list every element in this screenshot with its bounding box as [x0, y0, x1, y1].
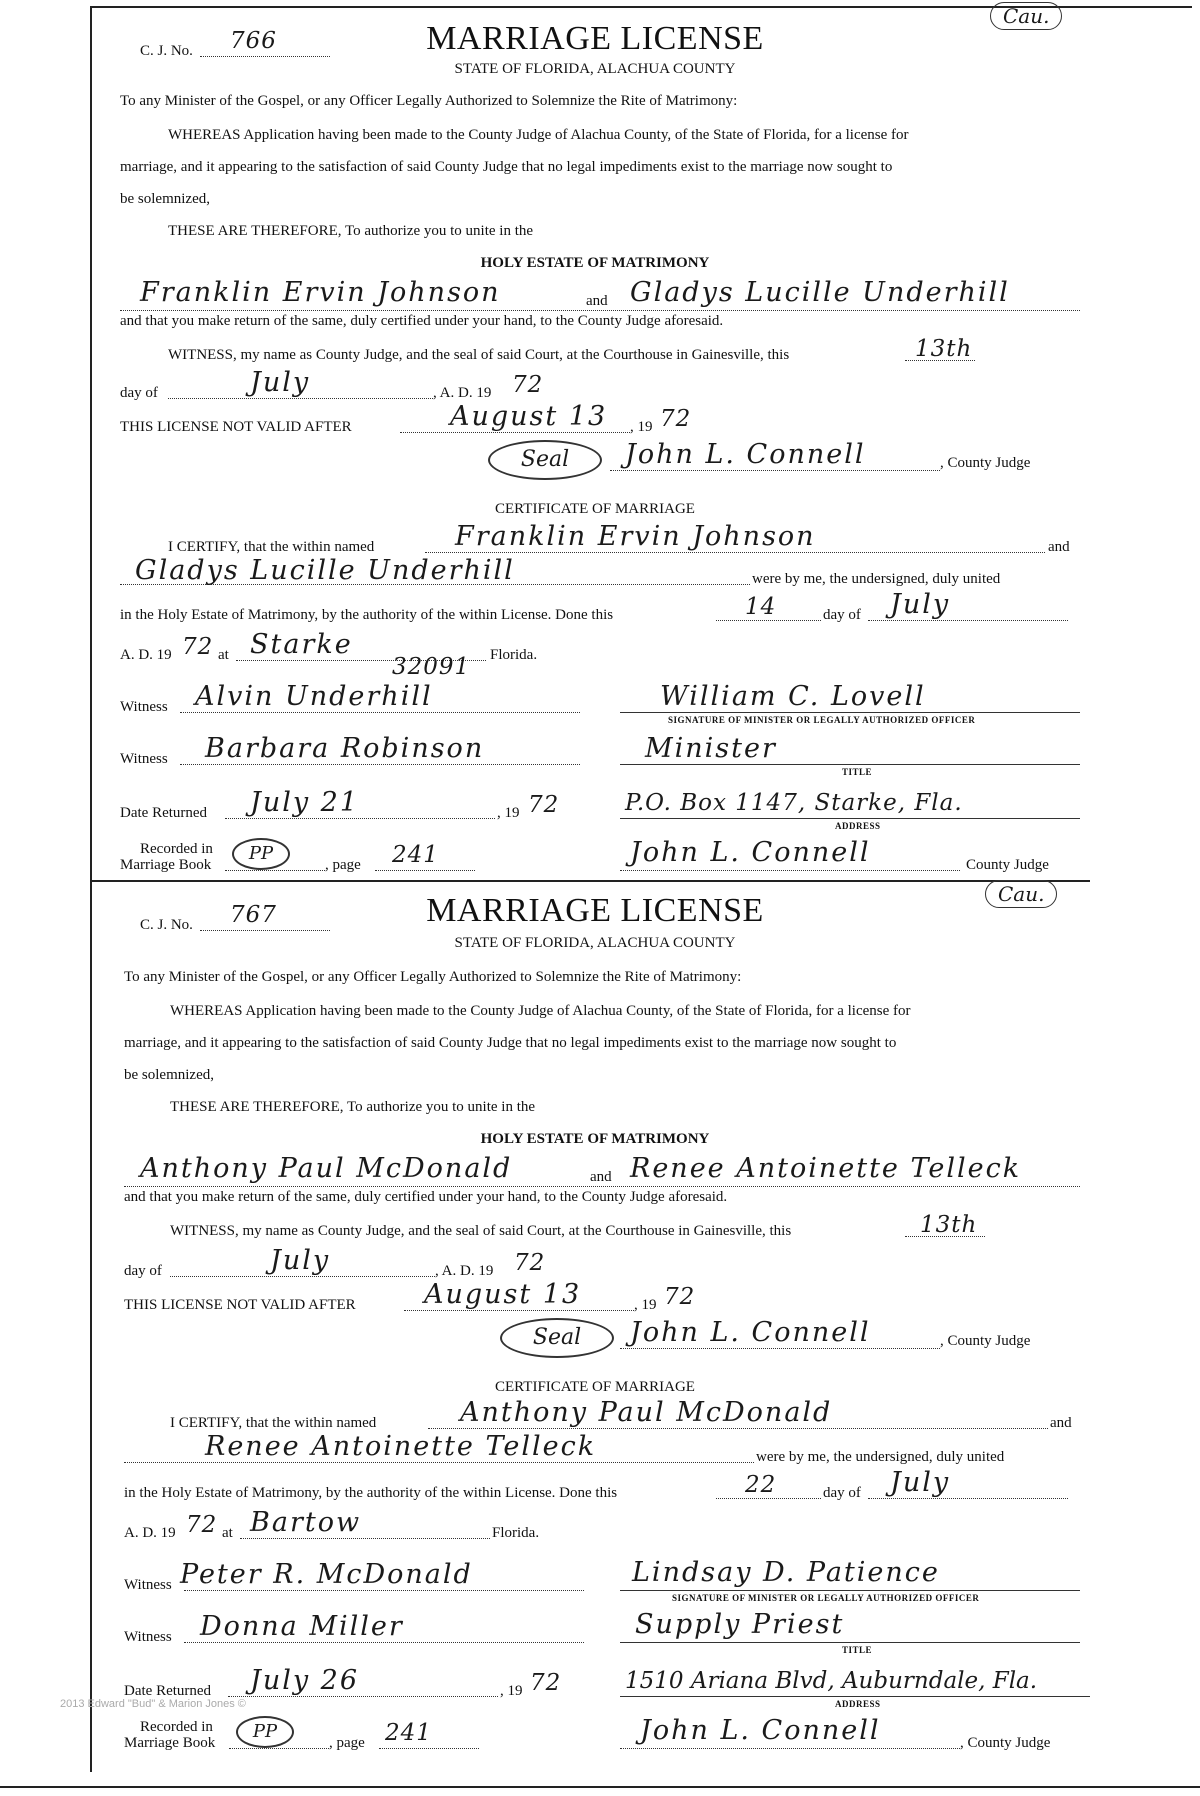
not-valid-date: August 13	[450, 401, 608, 432]
to-any-minister: To any Minister of the Gospel, or any Officer Legally Authorized to Solemnize the Rite of Matrimony:	[120, 93, 738, 109]
corner-note: Cau.	[985, 880, 1057, 908]
florida-label: Florida.	[490, 647, 538, 663]
page-label: , page	[329, 1735, 365, 1751]
certify-label: I CERTIFY, that the within named	[168, 539, 375, 555]
marriage-book-id: PP	[236, 1716, 294, 1748]
address-label: ADDRESS	[835, 1699, 881, 1709]
returned-year-prefix: , 19	[500, 1683, 523, 1699]
corner-note: Cau.	[990, 2, 1062, 30]
marriage-place: Bartow	[250, 1507, 362, 1538]
date-returned: July 26	[250, 1665, 360, 1696]
judge-signature: John L. Connell	[625, 439, 866, 470]
signature-label: SIGNATURE OF MINISTER OR LEGALLY AUTHORIZED OFFICER	[668, 715, 976, 725]
title-label: TITLE	[842, 1645, 873, 1655]
county-judge-label: , County Judge	[940, 455, 1031, 471]
cert-bride: Gladys Lucille Underhill	[135, 555, 515, 586]
whereas-line-3: be solemnized,	[120, 191, 210, 207]
marriage-book-id: PP	[232, 838, 290, 870]
date-returned-label: Date Returned	[124, 1683, 212, 1699]
witness-2-signature: Barbara Robinson	[205, 733, 485, 764]
certify-label: I CERTIFY, that the within named	[170, 1415, 377, 1431]
recorder-signature: John L. Connell	[630, 837, 871, 868]
groom-name: Anthony Paul McDonald	[140, 1153, 513, 1184]
witness-text: WITNESS, my name as County Judge, and the seal of said Court, at the Courthouse in Gainesville, this	[168, 347, 790, 363]
license-title: MARRIAGE LICENSE	[426, 20, 764, 57]
at-label: at	[222, 1525, 233, 1541]
whereas-line-1: WHEREAS Application having been made to the County Judge of Alachua County, of the State of Florida, for a license for	[170, 1003, 911, 1019]
certificate-title: CERTIFICATE OF MARRIAGE	[495, 1379, 695, 1395]
license-subtitle: STATE OF FLORIDA, ALACHUA COUNTY	[454, 935, 736, 951]
minister-signature: Lindsay D. Patience	[632, 1557, 940, 1588]
at-label: at	[218, 647, 229, 663]
copyright-watermark: 2013 Edward "Bud" & Marion Jones ©	[60, 1698, 246, 1710]
license-month: July	[250, 367, 311, 398]
whereas-line-1: WHEREAS Application having been made to the County Judge of Alachua County, of the State of Florida, for a license for	[168, 127, 909, 143]
page-number: 241	[385, 1720, 432, 1746]
done-day: 14	[745, 594, 777, 620]
witness-1-signature: Alvin Underhill	[195, 681, 433, 712]
cert-groom: Franklin Ervin Johnson	[455, 521, 816, 552]
witness-2-label: Witness	[120, 751, 168, 767]
ad2-year: 72	[186, 1512, 218, 1538]
minister-address: 1510 Ariana Blvd, Auburndale, Fla.	[625, 1668, 1038, 1694]
not-valid-year: 72	[660, 406, 692, 432]
return-text: and that you make return of the same, duly certified under your hand, to the County Judge aforesaid.	[120, 313, 724, 329]
not-valid-date: August 13	[424, 1279, 582, 1310]
judge-signature: John L. Connell	[630, 1317, 871, 1348]
court-seal: Seal	[500, 1318, 614, 1358]
cj-label: C. J. No.	[140, 43, 193, 59]
ad-label: , A. D. 19	[433, 385, 492, 401]
page-label: , page	[325, 857, 361, 873]
whereas-line-3: be solemnized,	[124, 1067, 214, 1083]
not-valid-year: 72	[664, 1284, 696, 1310]
license-title: MARRIAGE LICENSE	[426, 892, 764, 929]
minister-address: P.O. Box 1147, Starke, Fla.	[625, 790, 963, 816]
to-any-minister: To any Minister of the Gospel, or any Officer Legally Authorized to Solemnize the Rite of Matrimony:	[124, 969, 742, 985]
cert-bride: Renee Antoinette Telleck	[205, 1431, 597, 1462]
license-year: 72	[512, 372, 544, 398]
and-label: and	[590, 1169, 612, 1185]
not-valid-year-prefix: , 19	[634, 1297, 657, 1313]
returned-year-prefix: , 19	[497, 805, 520, 821]
title-label: TITLE	[842, 767, 873, 777]
license-subtitle: STATE OF FLORIDA, ALACHUA COUNTY	[454, 61, 736, 77]
not-valid-label: THIS LICENSE NOT VALID AFTER	[124, 1297, 356, 1313]
address-label: ADDRESS	[835, 821, 881, 831]
ad2-label: A. D. 19	[124, 1525, 176, 1541]
returned-year: 72	[530, 1670, 562, 1696]
witness-day: 13th	[920, 1212, 978, 1238]
certificate-title: CERTIFICATE OF MARRIAGE	[495, 501, 695, 517]
zip-code: 32091	[392, 654, 471, 680]
holy-estate-text: in the Holy Estate of Matrimony, by the authority of the within License. Done this	[124, 1485, 618, 1501]
whereas-line-2: marriage, and it appearing to the satisfaction of said County Judge that no legal impediments exist to the marriage now sought to	[120, 159, 893, 175]
witness-1-label: Witness	[124, 1577, 172, 1593]
whereas-line-2: marriage, and it appearing to the satisfaction of said County Judge that no legal impediments exist to the marriage now sought to	[124, 1035, 897, 1051]
not-valid-label: THIS LICENSE NOT VALID AFTER	[120, 419, 352, 435]
and-label: and	[586, 293, 608, 309]
marriage-place: Starke	[250, 629, 353, 660]
recorded-in-label: Recorded in	[140, 1719, 213, 1735]
therefore-line: THESE ARE THEREFORE, To authorize you to unite in the	[170, 1099, 536, 1115]
united-text: were by me, the undersigned, duly united	[756, 1449, 1005, 1465]
officer-title: Minister	[645, 733, 777, 764]
return-text: and that you make return of the same, duly certified under your hand, to the County Judge aforesaid.	[124, 1189, 728, 1205]
marriage-book-label: Marriage Book	[124, 1735, 216, 1751]
recorded-in-label: Recorded in	[140, 841, 213, 857]
groom-name: Franklin Ervin Johnson	[140, 277, 501, 308]
day-of-label: day of	[124, 1263, 162, 1279]
license-month: July	[270, 1245, 331, 1276]
court-seal: Seal	[488, 440, 602, 480]
bottom-rule	[0, 1786, 1200, 1788]
united-text: were by me, the undersigned, duly united	[752, 571, 1001, 587]
ad-label: , A. D. 19	[435, 1263, 494, 1279]
minister-signature: William C. Lovell	[660, 681, 926, 712]
therefore-line: THESE ARE THEREFORE, To authorize you to unite in the	[168, 223, 534, 239]
cert-groom: Anthony Paul McDonald	[460, 1397, 833, 1428]
recorder-title: , County Judge	[960, 1735, 1051, 1751]
marriage-book-label: Marriage Book	[120, 857, 212, 873]
holy-estate-heading: HOLY ESTATE OF MATRIMONY	[480, 255, 710, 271]
ad2-label: A. D. 19	[120, 647, 172, 663]
day-of-2: day of	[823, 1485, 861, 1501]
recorder-title: County Judge	[966, 857, 1049, 873]
cj-number: 767	[230, 902, 277, 928]
cert-and: and	[1048, 539, 1070, 555]
page-number: 241	[392, 842, 439, 868]
officer-title: Supply Priest	[635, 1609, 845, 1640]
cert-and: and	[1050, 1415, 1072, 1431]
not-valid-year-prefix: , 19	[630, 419, 653, 435]
witness-1-label: Witness	[120, 699, 168, 715]
day-of-label: day of	[120, 385, 158, 401]
done-day: 22	[745, 1472, 777, 1498]
bride-name: Renee Antoinette Telleck	[630, 1153, 1022, 1184]
witness-text: WITNESS, my name as County Judge, and the seal of said Court, at the Courthouse in Gainesville, this	[170, 1223, 792, 1239]
license-year: 72	[514, 1250, 546, 1276]
day-of-2: day of	[823, 607, 861, 623]
witness-2-signature: Donna Miller	[200, 1611, 404, 1642]
license-divider	[90, 880, 1090, 882]
done-month: July	[890, 1467, 951, 1498]
witness-day: 13th	[915, 336, 973, 362]
bride-name: Gladys Lucille Underhill	[630, 277, 1010, 308]
ad2-year: 72	[182, 634, 214, 660]
signature-label: SIGNATURE OF MINISTER OR LEGALLY AUTHORIZED OFFICER	[672, 1593, 980, 1603]
holy-estate-text: in the Holy Estate of Matrimony, by the authority of the within License. Done this	[120, 607, 614, 623]
witness-2-label: Witness	[124, 1629, 172, 1645]
cj-number: 766	[230, 28, 277, 54]
witness-1-signature: Peter R. McDonald	[180, 1559, 473, 1590]
county-judge-label: , County Judge	[940, 1333, 1031, 1349]
cj-label: C. J. No.	[140, 917, 193, 933]
holy-estate-heading: HOLY ESTATE OF MATRIMONY	[480, 1131, 710, 1147]
date-returned: July 21	[250, 787, 360, 818]
returned-year: 72	[528, 792, 560, 818]
recorder-signature: John L. Connell	[640, 1715, 881, 1746]
done-month: July	[890, 589, 951, 620]
florida-label: Florida.	[492, 1525, 540, 1541]
date-returned-label: Date Returned	[120, 805, 208, 821]
